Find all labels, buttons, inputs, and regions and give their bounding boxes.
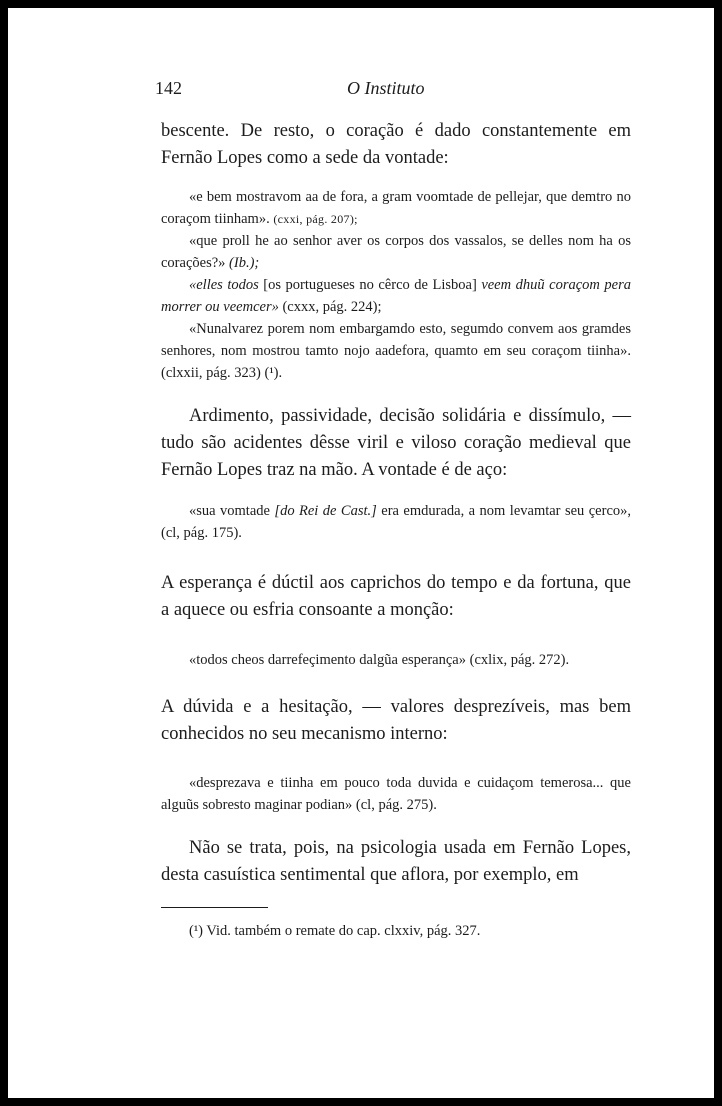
quotation-block-2 xyxy=(161,500,631,544)
quote-7 xyxy=(161,772,631,816)
quotation-block-1 xyxy=(161,186,631,384)
quote-5-part-a: «sua vomtade xyxy=(189,503,275,519)
quote-3-part-c: veem dhuũ coraçom pera morrer ou veemcer» xyxy=(161,277,631,315)
quote-3-part-b: [os portugueses no cêrco de Lisboa] xyxy=(263,277,482,293)
quotation-block-4 xyxy=(161,772,631,816)
quote-4 xyxy=(161,318,631,384)
quote-5-part-c: era emdurada, a nom levamtar seu çerco», xyxy=(381,503,632,519)
paragraph-5-text: Não se trata, pois, na psicologia usada em Fernão Lopes, desta casuística sentimental que aflora, por exemplo, em xyxy=(161,838,631,885)
quote-3-part-a: «elles todos xyxy=(189,277,264,293)
quotation-block-3 xyxy=(161,649,631,671)
quote-1-ref: (cxxi, pág. 207); xyxy=(273,212,358,226)
paragraph-4: A dúvida e a hesitação, — valores desprezíveis, mas bem conhecidos no seu mecanismo interno: xyxy=(161,697,631,744)
quote-4-ref: (clxxii, pág. 323) (¹). xyxy=(161,365,283,381)
paragraph-1: bescente. De resto, o coração é dado constantemente em Fernão Lopes como a sede da vontade: xyxy=(161,121,631,168)
quote-3-ref: (cxxx, pág. 224); xyxy=(282,299,382,315)
paragraph-2 xyxy=(161,403,631,484)
quote-7-text: «desprezava e tiinha em pouco toda duvida e cuidaçom temerosa... que alguũs sobresto maginar podian» xyxy=(161,775,631,813)
quote-2-text: «que proll he ao senhor aver os corpos dos vassalos, se delles nom ha os corações?» xyxy=(161,233,631,271)
quote-4-text: «Nunalvarez porem nom embargamdo esto, segumdo convem aos gramdes senhores, nom mostrou tamto nojo aadefora, quamto em seu coraçom tiinha». xyxy=(161,321,631,359)
quote-7-ref: (cl, pág. 275). xyxy=(355,797,437,813)
quote-2-ref: (Ib.); xyxy=(229,255,260,271)
paragraph-5 xyxy=(161,835,631,889)
quote-2 xyxy=(161,230,631,274)
quote-5-ref: (cl, pág. 175). xyxy=(161,525,242,541)
paragraph-2-text: Ardimento, passividade, decisão solidária e dissímulo, — tudo são acidentes dêsse viril e viloso coração medieval que Fernão Lopes traz na mão. A vontade é de aço: xyxy=(161,406,631,480)
quote-1-text: «e bem mostravom aa de fora, a gram voomtade de pellejar, que demtro no coraçom tiinham». xyxy=(161,189,631,227)
running-header xyxy=(151,78,631,102)
page xyxy=(8,8,714,1098)
quote-6 xyxy=(161,649,631,671)
quote-1 xyxy=(161,186,631,230)
footnote-text: (¹) Vid. também o remate do cap. clxxiv, pág. 327. xyxy=(189,923,481,939)
quote-3 xyxy=(161,274,631,318)
quote-5 xyxy=(161,500,631,544)
page-number: 142 xyxy=(155,78,182,98)
footnote-rule xyxy=(161,907,268,908)
running-title: O Instituto xyxy=(347,78,425,98)
quote-6-ref: (cxlix, pág. 272). xyxy=(469,652,570,668)
quote-6-text: «todos cheos darrefeçimento dalgũa esperança» xyxy=(189,652,470,668)
paragraph-3: A esperança é dúctil aos caprichos do tempo e da fortuna, que a aquece ou esfria consoante a monção: xyxy=(161,573,631,620)
quote-5-part-b: [do Rei de Cast.] xyxy=(274,503,382,519)
footnote xyxy=(161,920,631,942)
